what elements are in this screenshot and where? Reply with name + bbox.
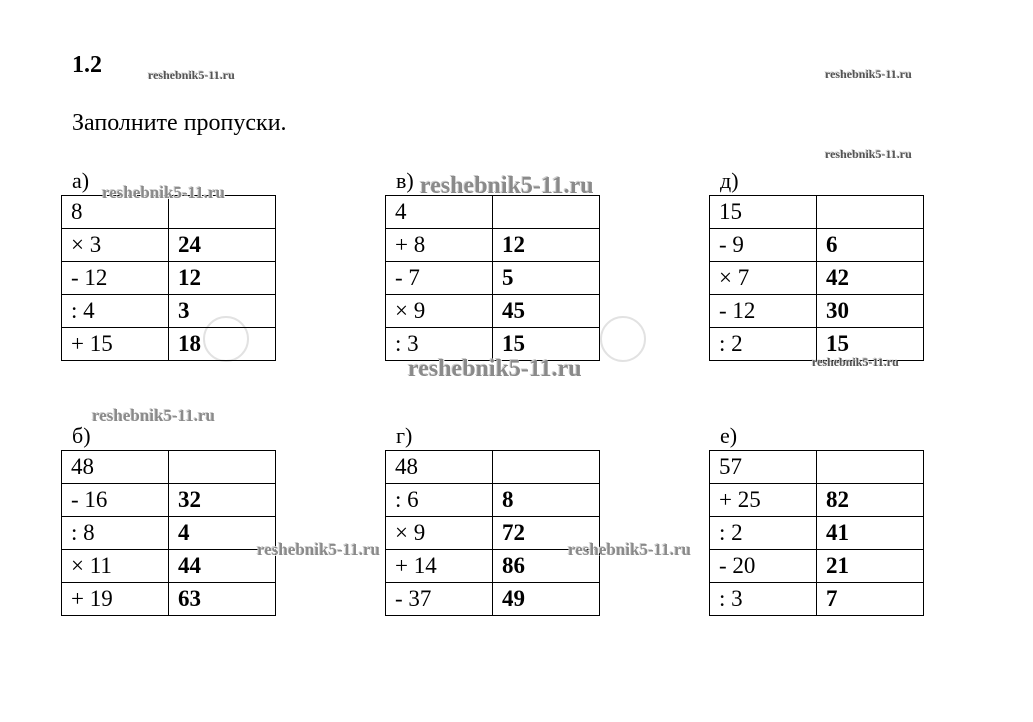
result-cell: 86 [493, 550, 600, 583]
operation-cell: × 11 [62, 550, 169, 583]
table-row [386, 295, 600, 328]
stamp-mark [600, 316, 646, 362]
result-cell: 4 [169, 517, 276, 550]
block-label-e: е) [720, 423, 738, 448]
table-row [710, 295, 924, 328]
calc-table-a [61, 195, 276, 361]
table-row [710, 583, 924, 616]
empty-cell [493, 451, 600, 484]
result-cell: 41 [817, 517, 924, 550]
empty-cell [817, 196, 924, 229]
result-cell: 32 [169, 484, 276, 517]
result-cell: 7 [817, 583, 924, 616]
table-row [386, 262, 600, 295]
block-label-g: г) [396, 423, 413, 448]
start-cell: 4 [386, 196, 493, 229]
result-cell: 49 [493, 583, 600, 616]
table-row [386, 484, 600, 517]
operation-cell: × 7 [710, 262, 817, 295]
table-row [710, 262, 924, 295]
operation-cell: × 3 [62, 229, 169, 262]
block-label-v: в) [396, 168, 414, 193]
calc-table-d [709, 195, 924, 361]
table-row [386, 229, 600, 262]
table-row [386, 451, 600, 484]
operation-cell: - 12 [710, 295, 817, 328]
result-cell: 72 [493, 517, 600, 550]
operation-cell: : 4 [62, 295, 169, 328]
empty-cell [169, 451, 276, 484]
table-row [710, 484, 924, 517]
result-cell: 12 [493, 229, 600, 262]
result-cell: 6 [817, 229, 924, 262]
operation-cell: - 20 [710, 550, 817, 583]
operation-cell: : 3 [386, 328, 493, 361]
table-row [62, 262, 276, 295]
exercise-instruction: Заполните пропуски. [72, 110, 287, 136]
result-cell: 8 [493, 484, 600, 517]
watermark: reshebnik5-11.ru [408, 356, 582, 382]
operation-cell: : 6 [386, 484, 493, 517]
table-row [62, 451, 276, 484]
operation-cell: : 2 [710, 328, 817, 361]
start-cell: 57 [710, 451, 817, 484]
start-cell: 8 [62, 196, 169, 229]
operation-cell: : 8 [62, 517, 169, 550]
table-row [710, 517, 924, 550]
table-row [62, 550, 276, 583]
start-cell: 48 [386, 451, 493, 484]
result-cell: 63 [169, 583, 276, 616]
table-row [62, 517, 276, 550]
operation-cell: - 9 [710, 229, 817, 262]
operation-cell: - 12 [62, 262, 169, 295]
result-cell: 3 [169, 295, 276, 328]
operation-cell: : 3 [710, 583, 817, 616]
watermark: reshebnik5-11.ru [812, 355, 899, 369]
result-cell: 5 [493, 262, 600, 295]
watermark: reshebnik5-11.ru [92, 406, 215, 425]
block-label-b: б) [72, 423, 91, 448]
result-cell: 12 [169, 262, 276, 295]
table-row [62, 484, 276, 517]
block-label-a: а) [72, 168, 90, 193]
result-cell: 18 [169, 328, 276, 361]
table-row [386, 583, 600, 616]
operation-cell: - 37 [386, 583, 493, 616]
watermark: reshebnik5-11.ru [148, 68, 235, 82]
operation-cell: + 14 [386, 550, 493, 583]
result-cell: 24 [169, 229, 276, 262]
result-cell: 30 [817, 295, 924, 328]
table-row [710, 229, 924, 262]
calc-table-e [709, 450, 924, 616]
table-row [62, 328, 276, 361]
operation-cell: + 8 [386, 229, 493, 262]
result-cell: 44 [169, 550, 276, 583]
table-row [710, 196, 924, 229]
result-cell: 15 [817, 328, 924, 361]
operation-cell: + 25 [710, 484, 817, 517]
operation-cell: - 16 [62, 484, 169, 517]
watermark: reshebnik5-11.ru [420, 173, 594, 199]
table-row [62, 295, 276, 328]
operation-cell: - 7 [386, 262, 493, 295]
watermark: reshebnik5-11.ru [825, 67, 912, 81]
table-row [710, 550, 924, 583]
watermark: reshebnik5-11.ru [257, 540, 380, 559]
start-cell: 15 [710, 196, 817, 229]
operation-cell: : 2 [710, 517, 817, 550]
operation-cell: × 9 [386, 295, 493, 328]
operation-cell: + 19 [62, 583, 169, 616]
result-cell: 21 [817, 550, 924, 583]
result-cell: 42 [817, 262, 924, 295]
result-cell: 15 [493, 328, 600, 361]
calc-table-v [385, 195, 600, 361]
table-row [62, 583, 276, 616]
operation-cell: × 9 [386, 517, 493, 550]
watermark: reshebnik5-11.ru [568, 540, 691, 559]
calc-table-b [61, 450, 276, 616]
result-cell: 45 [493, 295, 600, 328]
watermark: reshebnik5-11.ru [825, 147, 912, 161]
start-cell: 48 [62, 451, 169, 484]
operation-cell: + 15 [62, 328, 169, 361]
empty-cell [493, 196, 600, 229]
block-label-d: д) [720, 168, 739, 193]
table-row [710, 451, 924, 484]
empty-cell [817, 451, 924, 484]
watermark: reshebnik5-11.ru [102, 183, 225, 202]
calc-table-g [385, 450, 600, 616]
result-cell: 82 [817, 484, 924, 517]
exercise-number: 1.2 [72, 52, 102, 78]
table-row [62, 229, 276, 262]
table-row [386, 196, 600, 229]
